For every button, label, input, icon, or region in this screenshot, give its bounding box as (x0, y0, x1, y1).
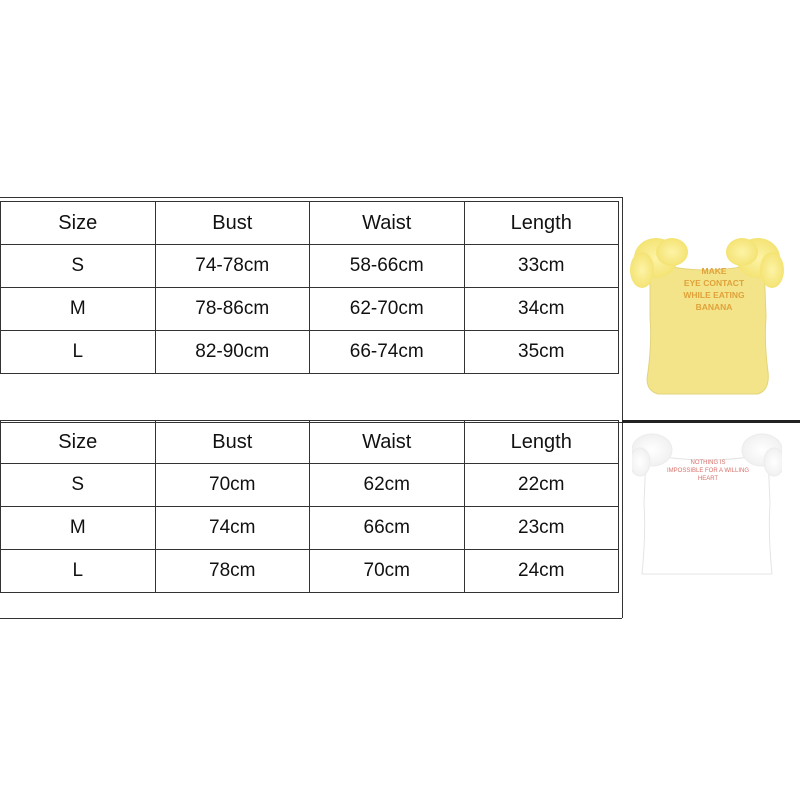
cell-waist: 66cm (310, 507, 465, 550)
table-header-row (1, 421, 619, 464)
header-length: Length (464, 202, 619, 245)
table-row (1, 331, 619, 374)
image-column-divider (622, 197, 623, 618)
header-size: Size (1, 202, 156, 245)
table-header-row (1, 202, 619, 245)
white-top-image (632, 424, 782, 584)
cell-waist: 62cm (310, 464, 465, 507)
cell-length: 23cm (464, 507, 619, 550)
svg-text:EYE CONTACT: EYE CONTACT (683, 278, 745, 288)
svg-text:NOTHING IS: NOTHING IS (690, 460, 726, 466)
cell-waist: 66-74cm (310, 331, 465, 374)
yellow-top-image (628, 222, 786, 404)
cell-size: S (1, 464, 156, 507)
cell-length: 35cm (464, 331, 619, 374)
cell-size: L (1, 550, 156, 593)
cell-length: 22cm (464, 464, 619, 507)
cell-bust: 74cm (155, 507, 310, 550)
cell-length: 34cm (464, 288, 619, 331)
header-bust: Bust (155, 202, 310, 245)
cell-bust: 82-90cm (155, 331, 310, 374)
image-divider-line (622, 420, 800, 423)
cell-bust: 70cm (155, 464, 310, 507)
size-chart-table-2 (0, 420, 619, 593)
size-chart-table-1 (0, 201, 619, 374)
header-size: Size (1, 421, 156, 464)
table-row (1, 464, 619, 507)
table-row (1, 507, 619, 550)
header-bust: Bust (155, 421, 310, 464)
table-row (1, 550, 619, 593)
cell-bust: 78cm (155, 550, 310, 593)
svg-text:HEART: HEART (697, 476, 719, 482)
header-waist: Waist (310, 202, 465, 245)
cell-size: M (1, 288, 156, 331)
cell-bust: 74-78cm (155, 245, 310, 288)
svg-text:WHILE EATING: WHILE EATING (683, 290, 745, 300)
header-length: Length (464, 421, 619, 464)
cell-waist: 58-66cm (310, 245, 465, 288)
svg-text:IMPOSSIBLE FOR A WILLING: IMPOSSIBLE FOR A WILLING (666, 468, 750, 474)
cell-waist: 70cm (310, 550, 465, 593)
cell-length: 24cm (464, 550, 619, 593)
svg-text:MAKE: MAKE (701, 266, 727, 276)
cell-size: S (1, 245, 156, 288)
cell-size: L (1, 331, 156, 374)
cell-size: M (1, 507, 156, 550)
svg-text:BANANA: BANANA (695, 302, 733, 312)
header-waist: Waist (310, 421, 465, 464)
cell-bust: 78-86cm (155, 288, 310, 331)
cell-waist: 62-70cm (310, 288, 465, 331)
cell-length: 33cm (464, 245, 619, 288)
table-row (1, 245, 619, 288)
table-row (1, 288, 619, 331)
